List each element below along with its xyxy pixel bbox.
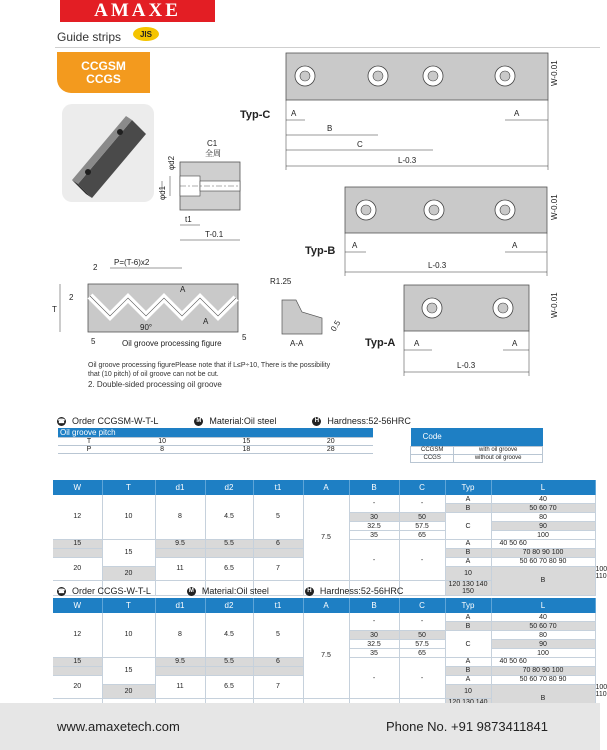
table-cell xyxy=(205,548,253,557)
table-header-row xyxy=(53,480,595,495)
table-row: 20 10 B 100 110 xyxy=(53,566,595,581)
col-header: L xyxy=(491,598,595,613)
pitch-cell: 15 xyxy=(204,438,288,446)
table-cell: 80 xyxy=(491,631,595,640)
dim-t: T xyxy=(52,305,57,314)
table-cell: A xyxy=(445,657,491,666)
hardness: Hardness:52-56HRC xyxy=(319,586,404,596)
table-row xyxy=(53,495,595,504)
table-cell: 5.5 xyxy=(205,657,253,666)
table-cell: A xyxy=(445,495,491,504)
table-cell: 10 xyxy=(445,684,491,699)
dim-pitch: P=(T-6)x2 xyxy=(114,258,150,267)
col-header: d1 xyxy=(155,480,205,495)
col-header: T xyxy=(102,480,155,495)
table-cell: B xyxy=(445,622,491,631)
typ-c-dim-a2: A xyxy=(514,109,520,118)
material-icon: M xyxy=(196,418,202,424)
table-cell: 50 60 70 xyxy=(491,504,595,513)
table-cell: 32.5 xyxy=(349,640,399,649)
groove-caption: Oil groove processing figure xyxy=(122,339,222,348)
col-header: A xyxy=(303,480,349,495)
table-row xyxy=(411,446,543,454)
table-cell: 12 xyxy=(53,495,102,539)
table-cell: 70 80 90 100 xyxy=(491,548,595,557)
table-cell: C xyxy=(445,513,491,540)
code-cell: CCGS xyxy=(411,454,454,462)
table-cell xyxy=(253,548,303,557)
jis-badge: JIS xyxy=(133,27,159,41)
table-cell: 40 50 60 xyxy=(491,539,595,548)
table-cell xyxy=(155,548,205,557)
typ-a-dim-a2: A xyxy=(512,339,518,348)
table-cell: 20 xyxy=(102,684,155,699)
col-header: d2 xyxy=(205,598,253,613)
table-cell: 15 xyxy=(102,657,155,684)
typ-c-dim-w: W-0.01 xyxy=(550,60,559,86)
table-cell: 20 xyxy=(53,675,102,698)
table-cell: 30 xyxy=(349,631,399,640)
table-cell: 9.5 xyxy=(155,539,205,548)
material-icon: M xyxy=(188,588,194,594)
table-cell: 100 xyxy=(491,649,595,658)
oil-groove-pitch-table xyxy=(58,428,373,454)
table-cell: B xyxy=(445,666,491,675)
hardness-icon: H xyxy=(312,417,321,426)
table-cell: 8 xyxy=(155,495,205,539)
col-header: C xyxy=(399,598,445,613)
table-row: 20 10 B 100 110 xyxy=(53,684,595,699)
table-cell: 15 xyxy=(53,657,102,666)
table-cell: 10 xyxy=(102,613,155,657)
order-code: Order CCGSM-W-T-L xyxy=(72,416,159,426)
table-cell: 5.5 xyxy=(205,539,253,548)
phone-number: Phone No. +91 9873411841 xyxy=(385,719,548,734)
table-cell: 90 xyxy=(491,522,595,531)
table-cell: B xyxy=(445,504,491,513)
table-cell xyxy=(155,666,205,675)
table-cell: - xyxy=(349,539,399,580)
table-cell: 30 xyxy=(349,513,399,522)
table-cell: 40 50 60 xyxy=(491,657,595,666)
table-cell: - xyxy=(349,495,399,513)
groove-mark-a1: A xyxy=(180,285,186,294)
table-cell: 65 xyxy=(399,531,445,540)
dim-2-top: 2 xyxy=(93,263,98,272)
table-cell: 35 xyxy=(349,531,399,540)
note-line-2: that (10 pitch) of oil groove can not be cut. xyxy=(88,371,219,378)
typ-b-dim-l: L-0.3 xyxy=(428,261,447,270)
typ-a-dim-w: W-0.01 xyxy=(550,292,559,318)
col-header: Typ xyxy=(445,598,491,613)
material: Material:Oil steel xyxy=(209,416,277,426)
code-header: Code xyxy=(411,428,454,446)
code-table xyxy=(410,428,543,463)
table-header-row xyxy=(53,598,595,613)
table-cell: 50 60 70 xyxy=(491,622,595,631)
material: Material:Oil steel xyxy=(201,586,269,596)
typ-b-dim-a1: A xyxy=(352,241,358,250)
table-cell: B xyxy=(491,566,595,596)
table-cell: B xyxy=(491,684,595,714)
col-header: d1 xyxy=(155,598,205,613)
col-header: T xyxy=(102,598,155,613)
pitch-cell: 20 xyxy=(289,438,373,446)
table-cell: 100 xyxy=(491,531,595,540)
table-cell: 57.5 xyxy=(399,522,445,531)
typ-b-label: Typ-B xyxy=(305,245,336,257)
col-header: A xyxy=(303,598,349,613)
table-cell: 11 xyxy=(155,557,205,580)
table-cell: 80 xyxy=(491,513,595,522)
col-header: Typ xyxy=(445,480,491,495)
website-link[interactable]: www.amaxetech.com xyxy=(57,719,180,734)
oil-groove-figure xyxy=(88,284,238,332)
table-cell: 7.5 xyxy=(303,613,349,699)
table-cell: 20 xyxy=(102,566,155,581)
aa-label: A-A xyxy=(290,339,304,348)
table-cell: 35 xyxy=(349,649,399,658)
pitch-cell: 18 xyxy=(204,446,288,454)
table-cell: 5 xyxy=(253,495,303,539)
spec-table-ccgsm xyxy=(53,480,607,596)
table-cell: A xyxy=(445,539,491,548)
model-code-1: CCGSM xyxy=(81,59,126,73)
table-cell: A xyxy=(445,557,491,566)
table-cell: 5 xyxy=(253,613,303,657)
dim-2-side: 2 xyxy=(69,293,74,302)
pitch-cell: 28 xyxy=(289,446,373,454)
dim-c1: C1 xyxy=(207,139,218,148)
table-cell: 6.5 xyxy=(205,557,253,580)
table-cell: 40 xyxy=(491,495,595,504)
groove-mark-a2: A xyxy=(203,317,209,326)
table-cell xyxy=(53,548,102,557)
typ-c-dim-c: C xyxy=(357,140,363,149)
typ-a-dim-l: L-0.3 xyxy=(457,361,476,370)
table-cell: 7 xyxy=(253,675,303,698)
note-line-3: 2. Double-sided processing oil groove xyxy=(88,380,222,389)
table-cell: A xyxy=(445,675,491,684)
table-cell: 40 xyxy=(491,613,595,622)
spec-table-ccgs xyxy=(53,598,607,714)
typ-b-dim-w: W-0.01 xyxy=(550,194,559,220)
table-cell: 90 xyxy=(491,640,595,649)
table-cell: 15 xyxy=(53,539,102,548)
dim-d2: φd2 xyxy=(167,155,176,170)
dim-05: 0.5 xyxy=(328,318,343,333)
table-cell: 8 xyxy=(155,613,205,657)
col-header: B xyxy=(349,480,399,495)
table-row xyxy=(411,454,543,462)
table-cell: - xyxy=(399,495,445,513)
typ-a-dim-a1: A xyxy=(414,339,420,348)
aa-section xyxy=(282,300,322,334)
table-cell: 4.5 xyxy=(205,613,253,657)
table-cell: - xyxy=(399,539,445,580)
order-icon: ☎ xyxy=(57,418,66,425)
table-cell: 50 60 70 80 90 xyxy=(491,557,595,566)
dim-90: 90° xyxy=(140,323,153,332)
pitch-cell: 10 xyxy=(120,438,204,446)
table-cell: 7.5 xyxy=(303,495,349,581)
col-header: W xyxy=(53,598,102,613)
hardness: Hardness:52-56HRC xyxy=(327,416,411,426)
table-cell: 50 xyxy=(399,513,445,522)
typ-c-dim-b: B xyxy=(327,124,333,133)
table-row xyxy=(53,613,595,622)
order-line-ccgs xyxy=(57,586,403,596)
table-cell: 65 xyxy=(399,649,445,658)
table-cell xyxy=(53,666,102,675)
table-cell: 9.5 xyxy=(155,657,205,666)
table-cell: 6.5 xyxy=(205,675,253,698)
table-cell: 4.5 xyxy=(205,495,253,539)
table-cell: 50 60 70 80 90 xyxy=(491,675,595,684)
table-cell: B xyxy=(445,548,491,557)
table-cell: - xyxy=(399,657,445,698)
typ-b-dim-a2: A xyxy=(512,241,518,250)
table-cell: C xyxy=(445,631,491,658)
dim-c1-sub: 全周 xyxy=(205,149,221,158)
col-header: L xyxy=(491,480,595,495)
col-header: t1 xyxy=(253,480,303,495)
pitch-cell: T xyxy=(58,438,120,446)
table-cell: 10 xyxy=(445,566,491,581)
typ-a-label: Typ-A xyxy=(365,337,396,349)
dim-5-left: 5 xyxy=(91,337,96,346)
footer xyxy=(0,703,600,750)
code-cell: with oil groove xyxy=(454,446,543,454)
col-header: d2 xyxy=(205,480,253,495)
table-cell xyxy=(253,666,303,675)
hardness-icon: H xyxy=(305,587,314,596)
pitch-cell: 8 xyxy=(120,446,204,454)
table-cell: 57.5 xyxy=(399,640,445,649)
order-icon: ☎ xyxy=(57,588,66,595)
dim-t1: t1 xyxy=(185,215,192,224)
table-cell: 120 130 140 150 xyxy=(445,581,491,596)
model-code-2: CCGS xyxy=(86,72,121,86)
table-cell: 15 xyxy=(102,539,155,566)
order-line-ccgsm xyxy=(57,416,411,426)
table-cell: - xyxy=(349,657,399,698)
table-cell: 7 xyxy=(253,557,303,580)
order-code: Order CCGS-W-T-L xyxy=(72,586,151,596)
col-header: t1 xyxy=(253,598,303,613)
brand-name: AMAXE xyxy=(94,0,181,21)
table-cell: A xyxy=(445,613,491,622)
code-cell: without oil groove xyxy=(454,454,543,462)
page-title: Guide strips xyxy=(57,30,122,44)
dim-r: R1.25 xyxy=(270,277,292,286)
table-cell: 11 xyxy=(155,675,205,698)
table-cell: - xyxy=(349,613,399,631)
typ-c-dim-l: L-0.3 xyxy=(398,156,417,165)
table-row xyxy=(58,446,373,454)
table-cell: 6 xyxy=(253,539,303,548)
col-header: W xyxy=(53,480,102,495)
col-header: C xyxy=(399,480,445,495)
table-cell: - xyxy=(399,613,445,631)
dim-d1: φd1 xyxy=(158,185,167,200)
typ-c-label: Typ-C xyxy=(240,109,271,121)
table-cell: 10 xyxy=(102,495,155,539)
note-line-1: Oil groove processing figurePlease note that if L≤P÷10, There is the possibility xyxy=(88,362,331,369)
table-cell: 12 xyxy=(53,613,102,657)
pitch-cell: P xyxy=(58,446,120,454)
table-cell: 50 xyxy=(399,631,445,640)
dim-5-right: 5 xyxy=(242,333,247,342)
table-cell: 32.5 xyxy=(349,522,399,531)
table-cell xyxy=(205,666,253,675)
table-cell: 6 xyxy=(253,657,303,666)
dim-t-tol: T-0.1 xyxy=(205,230,224,239)
typ-c-dim-a1: A xyxy=(291,109,297,118)
table-cell: 70 80 90 100 xyxy=(491,666,595,675)
table-cell: 20 xyxy=(53,557,102,580)
code-cell: CCGSM xyxy=(411,446,454,454)
table-row xyxy=(58,438,373,446)
col-header: B xyxy=(349,598,399,613)
table-cell xyxy=(399,581,445,596)
pitch-table-title: Oil groove pitch xyxy=(58,428,373,438)
